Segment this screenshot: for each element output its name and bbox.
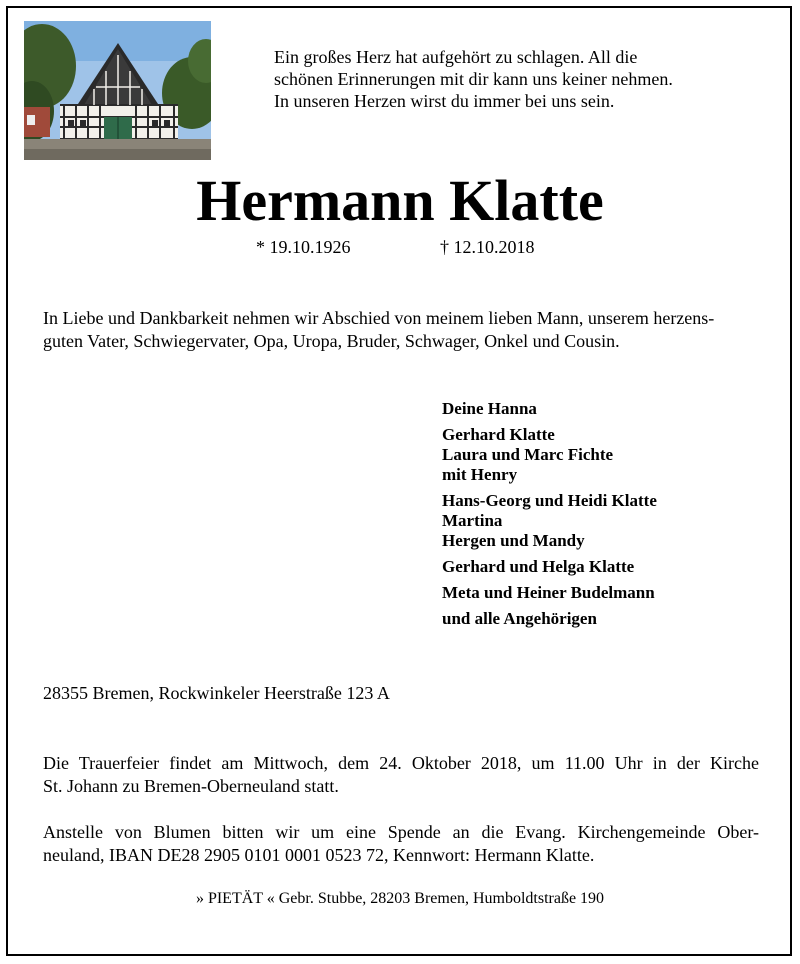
family-address: 28355 Bremen, Rockwinkeler Heerstraße 123 A xyxy=(43,683,390,703)
mourner-group xyxy=(442,425,762,485)
donation-line: neuland, IBAN DE28 2905 0101 0001 0523 72, Kennwort: Hermann Klatte. xyxy=(43,845,595,865)
death-date: † 12.10.2018 xyxy=(440,237,535,257)
farewell-line: In Liebe und Dankbarkeit nehmen wir Abschied von meinem lieben Mann, unserem herzens- xyxy=(43,308,715,328)
mourner-name: Meta und Heiner Budelmann xyxy=(442,583,655,602)
memorial-verse xyxy=(274,46,744,112)
mourner-group xyxy=(442,399,762,419)
mourner-name: und alle Angehörigen xyxy=(442,609,597,628)
mourner-name: Gerhard und Helga Klatte xyxy=(442,557,635,576)
mourner-name: mit Henry xyxy=(442,465,518,484)
service-line: Die Trauerfeier findet am Mittwoch, dem 24. Oktober 2018, um 11.00 Uhr in der Kirche xyxy=(43,753,759,773)
verse-line: schönen Erinnerungen mit dir kann uns keiner nehmen. xyxy=(274,69,673,89)
mourner-name: Hans-Georg und Heidi Klatte xyxy=(442,491,657,510)
mourner-name: Hergen und Mandy xyxy=(442,531,585,550)
mourner-name: Laura und Marc Fichte xyxy=(442,445,614,464)
farewell-line: guten Vater, Schwiegervater, Opa, Uropa, Bruder, Schwager, Onkel und Cousin. xyxy=(43,331,620,351)
mourner-name: Gerhard Klatte xyxy=(442,425,555,444)
mourner-group xyxy=(442,557,762,577)
mourner-group xyxy=(442,609,762,629)
deceased-name: Hermann Klatte xyxy=(196,168,604,233)
mourner-group xyxy=(442,491,762,551)
verse-line: In unseren Herzen wirst du immer bei uns sein. xyxy=(274,91,615,111)
funeral-service-info xyxy=(43,752,759,798)
birth-date: * 19.10.1926 xyxy=(256,237,351,257)
donation-info xyxy=(43,821,759,867)
farmhouse-photo xyxy=(24,21,211,160)
mourner-name: Deine Hanna xyxy=(442,399,537,418)
mourner-name: Martina xyxy=(442,511,503,530)
farewell-text xyxy=(43,307,759,353)
funeral-home-footer: » PIETÄT « Gebr. Stubbe, 28203 Bremen, Humboldtstraße 190 xyxy=(195,890,605,907)
service-line: St. Johann zu Bremen-Oberneuland statt. xyxy=(43,776,339,796)
mourners-list xyxy=(442,399,762,635)
donation-line: Anstelle von Blumen bitten wir um eine Spende an die Evang. Kirchengemeinde Ober- xyxy=(43,822,759,842)
verse-line: Ein großes Herz hat aufgehört zu schlagen. All die xyxy=(274,47,638,67)
mourner-group xyxy=(442,583,762,603)
